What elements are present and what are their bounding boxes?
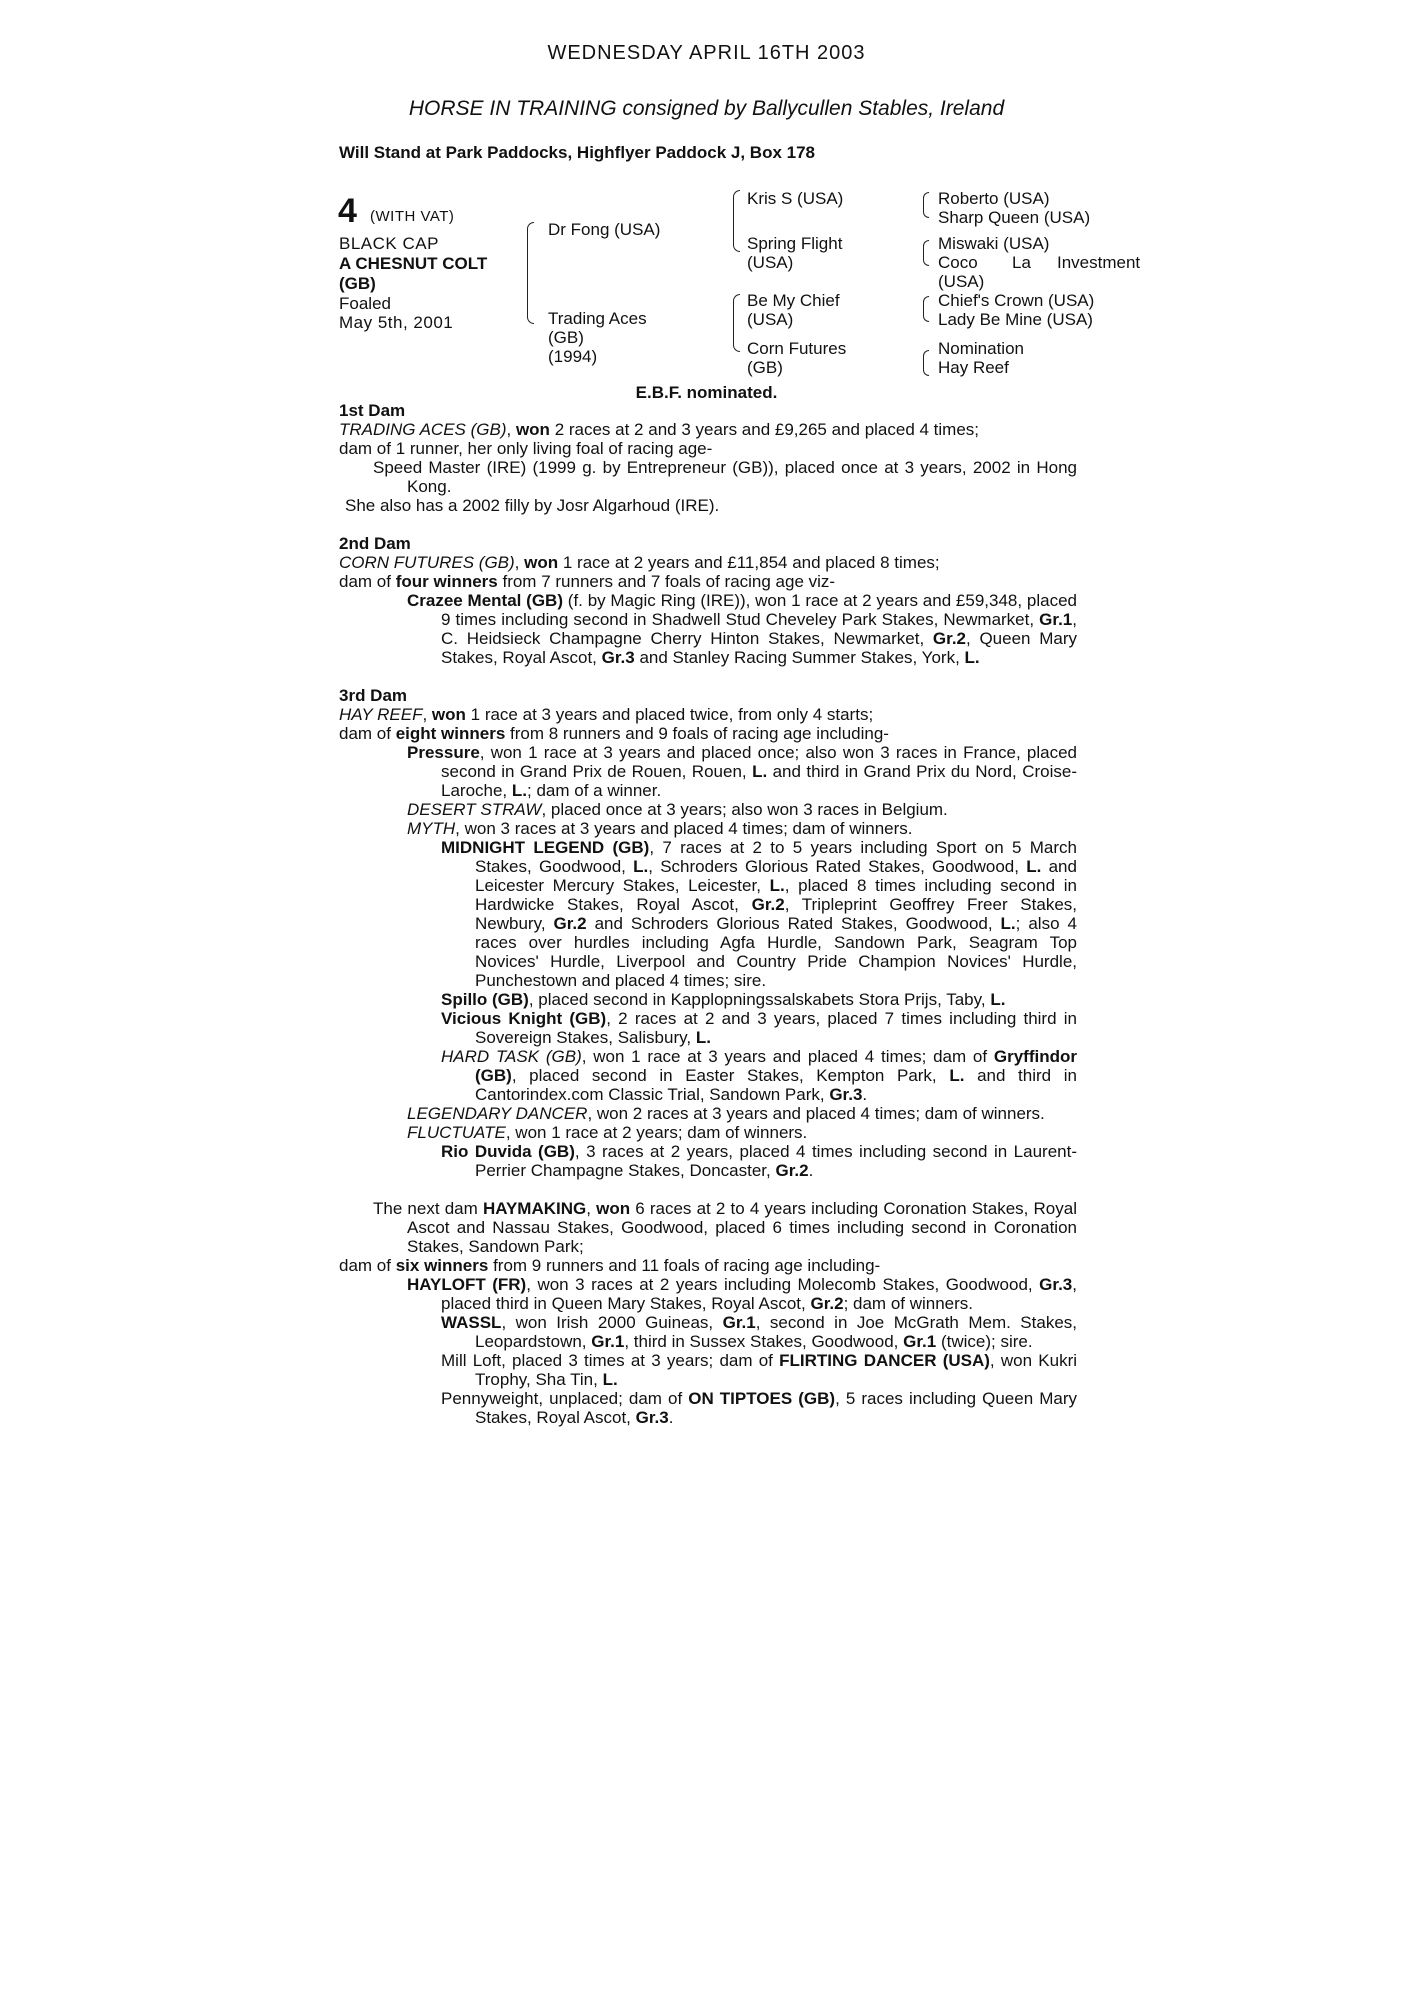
pedigree-brace-gen3-d [923,350,929,376]
text: Pennyweight, unplaced; dam of [441,1389,683,1408]
pedigree-brace-gen3-a [923,192,929,218]
horse-name: Vicious Knight (GB) [441,1009,607,1028]
text: , third in Sussex Stakes, Goodwood, [624,1332,899,1351]
first-dam-progeny: Speed Master (IRE) (1999 g. by Entrepreneur (GB)), placed once at 3 years, 2002 in Hong Kong. [373,458,1077,496]
catalogue-body [339,401,1077,1427]
progeny-midnight-legend [339,838,1077,990]
foaled-label: Foaled [339,294,391,313]
second-dam-name: CORN FUTURES (GB) [339,553,515,572]
text: from 8 runners and 9 foals of racing age including- [510,724,889,743]
text: , placed 8 times including second in Hardwicke Stakes, Royal Ascot, [475,876,1077,914]
third-dam-heading: 3rd Dam [339,686,408,705]
listed-label: L. [602,1370,618,1389]
progeny-mill-loft [339,1351,1077,1389]
grade-label: Gr.2 [751,895,785,914]
text: (twice); sire. [940,1332,1033,1351]
text: , won Irish 2000 Guineas, [501,1313,714,1332]
text: , Schroders Glorious Rated Stakes, Goodwood, [648,857,1019,876]
progeny-hard-task: HARD TASK (GB), won 1 race at 3 years and placed 4 times; dam of Gryffindor (GB), placed second in Easter Stakes, Kempton Park, L. and third in Cantorindex.com Classic Trial, Sandown Park, Gr.3. [441,1047,1077,1104]
pedigree-sire: Dr Fong (USA) [548,220,661,239]
listed-label: L. [752,762,768,781]
grade-label: Gr.3 [1039,1275,1073,1294]
text: from 7 runners and 7 foals of racing age viz- [502,572,836,591]
progeny-wassl [339,1313,1077,1351]
horse-name: FLUCTUATE [407,1123,506,1142]
text: and Stanley Racing Summer Stakes, York, [639,648,960,667]
horse-name: HAYLOFT (FR) [407,1275,527,1294]
first-dam-heading: 1st Dam [339,401,406,420]
progeny-pressure [339,743,1077,800]
pedigree-ssd: Sharp Queen (USA) [938,208,1091,227]
horse-name: Rio Duvida (GB) [441,1142,575,1161]
text: , placed third in Queen Mary Stakes, Royal Ascot, [441,1275,1077,1313]
third-dam-line2 [339,724,1077,743]
pedigree-dam-line3: (1994) [548,347,598,366]
horse-name: Spillo (GB) [441,990,529,1009]
grade-label: Gr.3 [829,1085,863,1104]
pedigree-brace-gen3-c [923,296,929,322]
progeny-desert-straw [339,800,1077,819]
pedigree-dam-line2: (GB) [548,328,584,347]
pedigree-sdd-word2: La [1012,253,1031,272]
consignment-subtitle: HORSE IN TRAINING consigned by Ballycullen Stables, Ireland [408,97,1005,120]
text: from 9 runners and 11 foals of racing age including- [493,1256,881,1275]
pedigree-sds: Miswaki (USA) [938,234,1050,253]
third-dam-record: 1 race at 3 years and placed twice, from only 4 starts; [470,705,874,724]
horse-name: LEGENDARY DANCER [407,1104,588,1123]
ebf-note: E.B.F. nominated. [635,383,778,402]
text: , won 2 races at 3 years and placed 4 times; dam of winners. [587,1104,1045,1123]
winners-count: four winners [395,572,498,591]
grade-label: Gr.2 [553,914,587,933]
first-dam-line2: dam of 1 runner, her only living foal of racing age- [339,439,713,458]
first-dam-line1: TRADING ACES (GB), won 2 races at 2 and 3 years and £9,265 and placed 4 times; [339,420,980,439]
horse-name: FLIRTING DANCER (USA) [779,1351,990,1370]
text: and third in Cantorindex.com Classic Trial, Sandown Park, [475,1066,1077,1104]
pedigree-dds: Nomination [938,339,1024,358]
text: ; dam of a winner. [527,781,662,800]
listed-label: L. [949,1066,965,1085]
progeny-hayloft [339,1275,1077,1313]
progeny-crazee-mental [339,591,1077,667]
text: , second in Joe McGrath Mem. Stakes, Leopardstown, [475,1313,1077,1351]
pedigree-brace-gen2-sire [733,190,740,252]
text: , 2 races at 2 and 3 years, placed 7 times including third in Sovereign Stakes, Salisbury, [475,1009,1077,1047]
listed-label: L. [1000,914,1016,933]
text: and Schroders Glorious Rated Stakes, Goodwood, [594,914,993,933]
horse-name: BLACK CAP [339,234,439,253]
text: , placed second in Easter Stakes, Kempton Park, [511,1066,937,1085]
won-label: won [596,1199,631,1218]
next-dam-name: HAYMAKING [482,1199,587,1218]
listed-label: L. [1026,857,1042,876]
text: , 5 races including Queen Mary Stakes, Royal Ascot, [475,1389,1077,1427]
progeny-myth [339,819,1077,838]
listed-label: L. [511,781,528,800]
pedigree-dsd: Lady Be Mine (USA) [938,310,1093,329]
text: , 3 races at 2 years, placed 4 times including second in Laurent-Perrier Champagne Stakes, Doncaster, [475,1142,1077,1180]
text: , 7 races at 2 to 5 years including Sport on 5 March Stakes, Goodwood, [475,838,1078,876]
grade-label: Gr.2 [932,629,967,648]
pedigree-brace-gen1 [527,222,534,324]
second-dam-record: 1 race at 2 years and £11,854 and placed 8 times; [562,553,940,572]
pedigree-dam-line1: Trading Aces [548,309,647,328]
first-dam-name: TRADING ACES (GB) [339,420,507,439]
listed-label: L. [964,648,980,667]
text: , won 3 races at 2 years including Molecomb Stakes, Goodwood, [526,1275,1033,1294]
second-dam-line2 [339,572,1077,591]
listed-label: L. [990,990,1006,1009]
next-dam-line2 [339,1256,1077,1275]
winners-count: eight winners [395,724,506,743]
grade-label: Gr.1 [591,1332,625,1351]
text: The next dam [373,1199,478,1218]
text: , placed once at 3 years; also won 3 races in Belgium. [541,800,948,819]
pedigree-dam-sire-line1: Be My Chief [747,291,840,310]
first-dam-record: 2 races at 2 and 3 years and £9,265 and placed 4 times; [554,420,980,439]
pedigree-brace-gen2-dam [733,294,740,352]
grade-label: Gr.1 [903,1332,937,1351]
horse-name: Gryffindor (GB) [475,1047,1077,1085]
text: ; also 4 races over hurdles including Agfa Hurdle, Sandown Park, Seagram Top Novices' Hurdle, Liverpool and Country Pride Champion Novices' Hurdle, Punchestown and placed 4 times; sire. [475,914,1077,990]
text: , won 3 races at 3 years and placed 4 times; dam of winners. [455,819,913,838]
grade-label: Gr.3 [601,648,635,667]
text: , Tripleprint Geoffrey Freer Stakes, Newbury, [475,895,1078,933]
first-dam-note: She also has a 2002 filly by Josr Algarhoud (IRE). [345,496,720,515]
text: dam of [339,724,391,743]
text: dam of [339,572,391,591]
sale-date: WEDNESDAY APRIL 16TH 2003 [547,42,866,64]
pedigree-sire-dam-line1: Spring Flight [747,234,843,253]
lot-number: 4 [338,192,357,230]
horse-name: Crazee Mental (GB) [407,591,563,610]
horse-name: MIDNIGHT LEGEND (GB) [441,838,650,857]
pedigree-sdd-line2: (USA) [938,272,985,291]
text: , placed second in Kapplopningssalskabets Stora Prijs, Taby, [528,990,986,1009]
second-dam-line1: CORN FUTURES (GB), won 1 race at 2 years and £11,854 and placed 8 times; [339,553,940,572]
winners-count: six winners [395,1256,489,1275]
listed-label: L. [633,857,649,876]
text: , C. Heidsieck Champagne Cherry Hinton Stakes, Newmarket, [441,610,1077,648]
progeny-vicious-knight [339,1009,1077,1047]
pedigree-ddd: Hay Reef [938,358,1009,377]
text: , won 1 race at 3 years and placed 4 times; dam of [581,1047,988,1066]
stand-location: Will Stand at Park Paddocks, Highflyer Paddock J, Box 178 [339,143,815,162]
horse-name: ON TIPTOES (GB) [688,1389,836,1408]
won-label: won [524,553,559,572]
pedigree-sdd-word3: Investment [1057,253,1141,272]
text: (f. by Magic Ring (IRE)), won 1 race at 2 years and £59,348, placed 9 times including second in Shadwell Stud Cheveley Park Stakes, Newmarket, [441,591,1077,629]
horse-name: HARD TASK (GB) [441,1047,582,1066]
horse-description: A CHESNUT COLT [339,254,488,273]
pedigree-sire-dam-line2: (USA) [747,253,794,272]
foaled-date: May 5th, 2001 [339,313,454,332]
progeny-pennyweight [339,1389,1077,1427]
pedigree-sdd-word1: Coco [938,253,978,272]
text: and third in Grand Prix du Nord, Croise-Laroche, [441,762,1077,800]
text: dam of [339,1256,391,1275]
pedigree-dam-dam-line1: Corn Futures [747,339,847,358]
text: , won 1 race at 3 years and placed once; also won 3 races in France, placed second in Grand Prix de Rouen, Rouen, [441,743,1077,781]
progeny-legendary-dancer [339,1104,1077,1123]
third-dam-line1: HAY REEF, won 1 race at 3 years and placed twice, from only 4 starts; [339,705,874,724]
grade-label: Gr.1 [722,1313,756,1332]
listed-label: L. [769,876,785,895]
horse-name: DESERT STRAW [407,800,542,819]
pedigree-sire-sire: Kris S (USA) [747,189,844,208]
grade-label: Gr.1 [1039,610,1073,629]
won-label: won [431,705,466,724]
second-dam-heading: 2nd Dam [339,534,411,553]
horse-name: Pressure [407,743,480,762]
progeny-spillo [339,990,1077,1009]
grade-label: Gr.2 [810,1294,844,1313]
pedigree-sss: Roberto (USA) [938,189,1050,208]
text: . [668,1408,674,1427]
pedigree-brace-gen3-b [923,240,929,266]
horse-name: MYTH [407,819,456,838]
progeny-rio-duvida: Rio Duvida (GB), 3 races at 2 years, placed 4 times including second in Laurent-Perrier Champagne Stakes, Doncaster, Gr.2. [441,1142,1077,1180]
pedigree-dam-dam-line2: (GB) [747,358,783,377]
third-dam-name: HAY REEF [339,705,423,724]
listed-label: L. [695,1028,711,1047]
text: ; dam of winners. [843,1294,974,1313]
grade-label: Gr.2 [775,1161,809,1180]
vat-note: (WITH VAT) [370,208,455,225]
text: , won 1 race at 2 years; dam of winners. [505,1123,808,1142]
text: , won Kukri Trophy, Sha Tin, [475,1351,1078,1389]
horse-name: WASSL [441,1313,502,1332]
pedigree-dss: Chief's Crown (USA) [938,291,1095,310]
next-dam-line1: The next dam HAYMAKING, won 6 races at 2 to 4 years including Coronation Stakes, Royal Ascot and Nassau Stakes, Goodwood, placed 6 times including second in Coronation Stakes, Sandown Park; [373,1199,1077,1256]
pedigree-dam-sire-line2: (USA) [747,310,794,329]
text: , Queen Mary Stakes, Royal Ascot, [441,629,1077,667]
next-dam-record: 6 races at 2 to 4 years including Coronation Stakes, Royal Ascot and Nassau Stakes, Goodwood, placed 6 times including second in Coronation Stakes, Sandown Park; [407,1199,1077,1256]
horse-country: (GB) [339,274,376,293]
progeny-fluctuate [339,1123,1077,1142]
grade-label: Gr.3 [635,1408,669,1427]
won-label: won [515,420,550,439]
text: and Leicester Mercury Stakes, Leicester, [475,857,1077,895]
text: Mill Loft, placed 3 times at 3 years; dam of [441,1351,773,1370]
